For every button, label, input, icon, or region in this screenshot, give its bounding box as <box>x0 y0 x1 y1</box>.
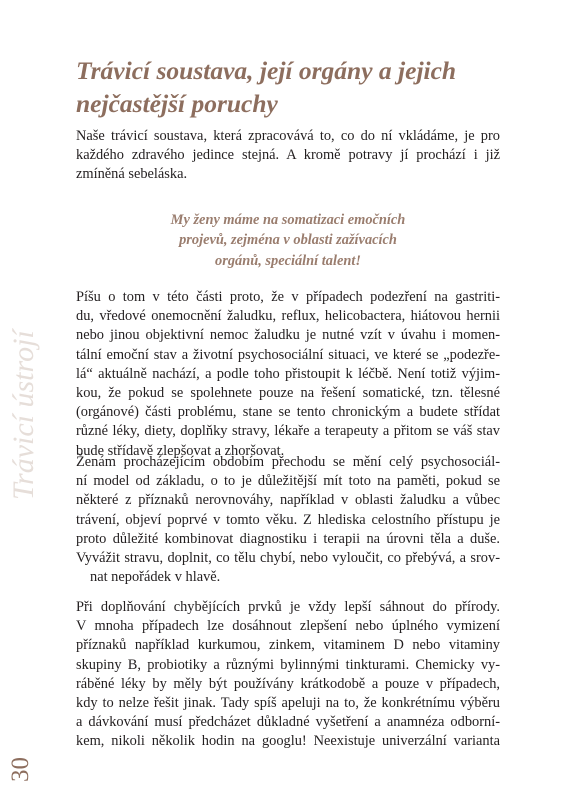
quote-line: orgánů, speciální talent! <box>215 252 361 269</box>
body-paragraph <box>76 453 500 587</box>
text-line: nat nepořádek v hlavě. <box>90 569 221 586</box>
text-line: ní model od základu, o to je důležitější mít toto na paměti, pokud se <box>76 473 500 490</box>
text-line: Při doplňování chybějících prvků je vždy lepší sáhnout do přírody. <box>76 599 500 615</box>
text-line: Píšu o tom v této části proto, že v případech podezření na gastriti- <box>76 289 500 305</box>
page-number: 30 <box>7 757 34 782</box>
text-line: V mnoha případech lze dosáhnout zlepšení nebo úplného vymizení <box>76 618 500 635</box>
text-line: každého zdravého jedince stejná. A kromě potravy jí prochází i již <box>76 147 500 164</box>
quote-line: My ženy máme na somatizaci emočních <box>170 212 406 228</box>
text-line: nebo jinou objektivní nemoc žaludku je nutné vzít v úvahu i momen- <box>76 327 500 344</box>
text-line: některé z příznaků nerovnováhy, například v oblasti žaludku a vůbec <box>76 492 500 509</box>
text-line: kou, že pokud se spolehnete pouze na řešení somatické, tzn. tělesné <box>76 385 500 402</box>
text-line: skupiny B, probiotiky a různými bylinnými tinkturami. Chemicky vy- <box>76 656 500 673</box>
text-line: Ženám procházejícím obdobím přechodu se mění celý psychosociál- <box>76 454 500 470</box>
chapter-side-label: Trávicí ústrojí <box>7 330 40 500</box>
text-line: du, vředové onemocnění žaludku, reflux, helicobactera, hiátovou hernii <box>76 308 500 325</box>
text-line: lá“ aktuálně nachází, a podle toho přistoupit k léčbě. Není totiž výjim- <box>76 365 500 382</box>
text-line: trávení, objeví poprvé v tomto věku. Z hlediska celostního přístupu je <box>76 511 500 528</box>
intro-paragraph <box>76 127 500 185</box>
text-line: Naše trávicí soustava, která zpracovává to, co do ní vkládáme, je pro <box>76 128 500 144</box>
section-title-line: nejčastější poruchy <box>76 89 278 118</box>
text-line: kem, nikoli několik hodin na googlu! Neexistuje univerzální varianta <box>76 733 500 750</box>
section-title <box>76 54 536 120</box>
text-line: ráběné léky by měly být používány krátkodobě a pouze v případech, <box>76 675 500 692</box>
text-line: tální emoční stav a životní psychosociální situaci, ve které se „podezře- <box>76 346 500 363</box>
text-line: a dávkování musí předcházet důkladné vyšetření a anamnéza odborní- <box>76 714 500 731</box>
text-line: příznaků například kurkumou, zinkem, vitaminem D nebo vitaminy <box>76 637 500 654</box>
text-line: Vyvážit stravu, doplnit, co tělu chybí, nebo vyloučit, co přebývá, a srov- <box>76 550 500 567</box>
text-line: (orgánové) části problému, stane se tento chronickým a budete střídat <box>76 404 500 421</box>
text-line: bude střídavě zlepšovat a zhoršovat. <box>76 442 285 459</box>
highlight-quote <box>76 210 500 271</box>
text-line: proto důležité kombinovat diagnostiku i terapii na úrovni těla a duše. <box>76 530 500 547</box>
section-title-line: Trávicí soustava, její orgány a jejich <box>76 56 457 85</box>
text-line: kdy to nelze řešit jinak. Tady spíš apeluji na to, že konkrétnímu výběru <box>76 695 500 712</box>
text-line: zmíněná sebeláska. <box>76 166 188 183</box>
quote-line: projevů, zejména v oblasti zažívacích <box>179 232 397 249</box>
text-line: různé léky, diety, doplňky stravy, lékaře a terapeuty a přitom se váš stav <box>76 423 500 440</box>
body-paragraph <box>76 598 500 752</box>
body-paragraph <box>76 288 500 461</box>
